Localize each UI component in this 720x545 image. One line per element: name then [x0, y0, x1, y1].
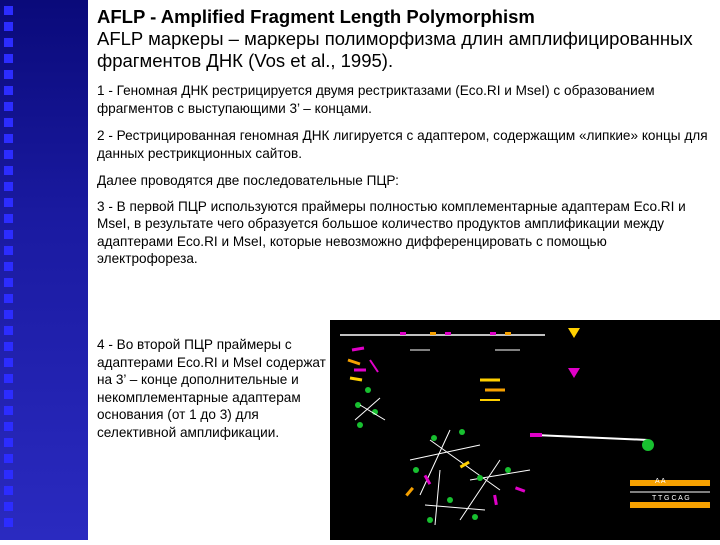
- adapter-mark: [505, 332, 511, 335]
- sidebar-square: [4, 214, 13, 223]
- paragraph-3: Далее проводятся две последовательные ПЦР:: [97, 173, 399, 188]
- sidebar-square: [4, 118, 13, 127]
- slide-content: [97, 6, 709, 268]
- sidebar-square: [4, 422, 13, 431]
- sidebar-square: [4, 486, 13, 495]
- product-bar: [630, 480, 710, 486]
- paragraph-4: 3 - В первой ПЦР используются праймеры полностью комплементарные адаптерам Eco.RI и MseI, в результате чего образуется большое количество продуктов амплификации между адаптерами Eco.RI и MseI, которые невозможно дифференцировать с помощью электрофореза.: [97, 198, 686, 266]
- primer-dot: [413, 467, 419, 473]
- sidebar-square: [4, 326, 13, 335]
- sidebar-square: [4, 502, 13, 511]
- slide-subtitle: AFLP маркеры – маркеры полиморфизма длин амплифицированных фрагментов ДНК (Vos et al., 1995).: [97, 28, 693, 71]
- sidebar-square: [4, 6, 13, 15]
- sidebar-square: [4, 390, 13, 399]
- sidebar-square: [4, 262, 13, 271]
- sidebar-square: [4, 230, 13, 239]
- sidebar-square: [4, 454, 13, 463]
- sidebar-square: [4, 166, 13, 175]
- adapter-mark: [493, 495, 498, 505]
- primer-dot: [357, 422, 363, 428]
- adapter-mark: [405, 487, 414, 497]
- slide-title: AFLP - Amplified Fragment Length Polymorphism: [97, 6, 535, 27]
- sidebar-square: [4, 342, 13, 351]
- fragment-line: [410, 445, 480, 460]
- sidebar-square: [4, 86, 13, 95]
- fragment-line: [350, 378, 362, 380]
- adapter-mark: [490, 332, 496, 335]
- sidebar-square: [4, 438, 13, 447]
- sidebar-square: [4, 70, 13, 79]
- sidebar-square: [4, 134, 13, 143]
- fragment-line: [348, 360, 360, 364]
- sidebar-square: [4, 150, 13, 159]
- paragraph-5: 4 - Во второй ПЦР праймеры с адаптерами Eco.RI и MseI содержат на 3’ – конце дополнительные и некомплементарные адаптерам основания (от 1 до 3) для селективной амплификации.: [97, 337, 326, 440]
- sequence-label-top: A A: [655, 478, 666, 485]
- paragraph-1: 1 - Геномная ДНК рестрицируется двумя рестриктазами (Eco.RI и MseI) с образованием фрагментов с выступающими 3’ – концами.: [97, 83, 655, 116]
- sidebar-square: [4, 278, 13, 287]
- adapter-mark: [530, 433, 542, 437]
- fragment-line: [370, 360, 378, 372]
- primer-dot: [431, 435, 437, 441]
- primer-dot: [365, 387, 371, 393]
- sidebar-square: [4, 182, 13, 191]
- sidebar-square: [4, 470, 13, 479]
- sidebar-square: [4, 22, 13, 31]
- primer-dot: [642, 439, 654, 451]
- adapter-triangle: [568, 328, 580, 338]
- aflp-diagram-svg: [330, 320, 720, 540]
- sidebar-square: [4, 198, 13, 207]
- fragment-line: [460, 460, 500, 520]
- fragment-line: [352, 348, 364, 350]
- adapter-mark: [515, 486, 525, 492]
- adapter-mark: [400, 332, 406, 335]
- sidebar-square: [4, 246, 13, 255]
- sidebar-square: [4, 54, 13, 63]
- primer-dot: [505, 467, 511, 473]
- primer-dot: [472, 514, 478, 520]
- sequence-label-bottom: T T G C A G: [652, 495, 690, 502]
- sidebar-square: [4, 310, 13, 319]
- product-bar: [630, 502, 710, 508]
- primer-dot: [477, 475, 483, 481]
- fragment-line: [535, 435, 648, 440]
- fragment-line: [425, 505, 485, 510]
- adapter-mark: [445, 332, 451, 335]
- sidebar-square: [4, 518, 13, 527]
- adapter-triangle: [568, 368, 580, 378]
- sidebar-square: [4, 406, 13, 415]
- adapter-mark: [430, 332, 436, 335]
- aflp-diagram: [330, 320, 720, 540]
- primer-dot: [459, 429, 465, 435]
- sidebar-decoration: [0, 0, 88, 540]
- sidebar-square: [4, 102, 13, 111]
- fragment-line: [435, 470, 440, 525]
- adapter-mark: [424, 475, 432, 485]
- sidebar-square: [4, 374, 13, 383]
- fragment-line: [355, 398, 380, 420]
- sidebar-square: [4, 294, 13, 303]
- sidebar-square: [4, 38, 13, 47]
- paragraph-2: 2 - Рестрицированная геномная ДНК лигируется с адаптером, содержащим «липкие» концы для данных рестрикционных сайтов.: [97, 128, 708, 161]
- sidebar-square: [4, 358, 13, 367]
- primer-dot: [427, 517, 433, 523]
- primer-dot: [447, 497, 453, 503]
